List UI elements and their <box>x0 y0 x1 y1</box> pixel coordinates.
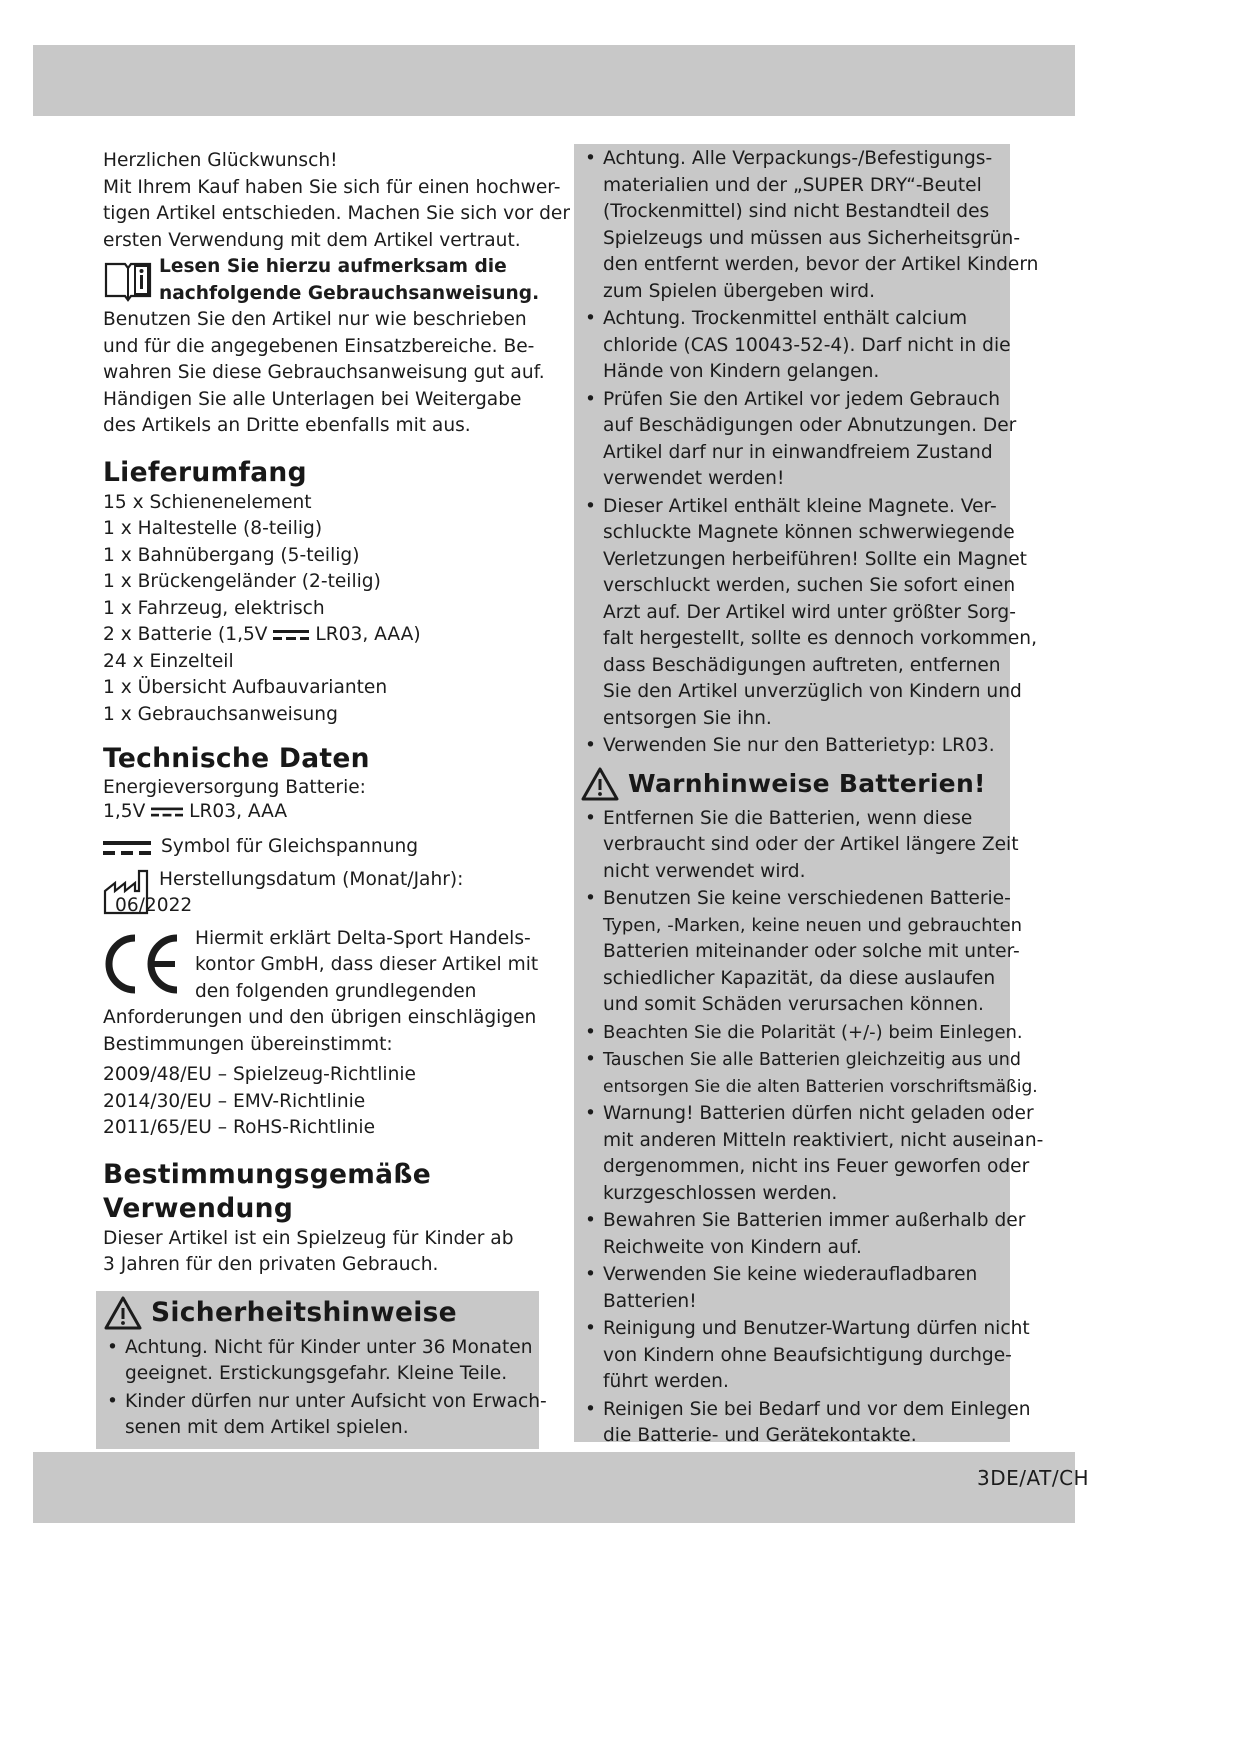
safety-item: • Dieser Artikel enthält kleine Magnete. Ver- schluckte Magnete können schwerwiegende Verletzungen herbeiführen! Sollte ein Magnet verschluckt werden, suchen Sie sofort einen Arzt auf. Der Artikel wird unter größter Sorg- falt hergestellt, sollte es dennoch vorkommen, dass Beschädigungen auftreten, entfernen Sie den Artikel unverzüglich von Kindern und entsorgen Sie ihn. <box>581 494 1010 733</box>
delivery-item: 1 x Übersicht Aufbauvarianten <box>103 677 388 698</box>
battery-prefix: 2 x Batterie (1,5V <box>103 624 268 645</box>
battery-item: • Bewahren Sie Batterien immer außerhalb der Reichweite von Kindern auf. <box>581 1208 1010 1261</box>
safety-item: • Achtung. Trockenmittel enthält calcium chloride (CAS 10043-52-4). Darf nicht in die Hände von Kindern gelangen. <box>581 306 1010 386</box>
battery-item: • Verwenden Sie keine wiederaufladbaren Batterien! <box>581 1262 1010 1315</box>
safety-item: • Prüfen Sie den Artikel vor jedem Gebrauch auf Beschädigungen oder Abnutzungen. Der Artikel darf nur in einwandfreiem Zustand verwendet werden! <box>581 387 1010 493</box>
intended-use-line: Dieser Artikel ist ein Spielzeug für Kinder ab <box>103 1227 514 1249</box>
dc-symbol-label: Symbol für Gleichspannung <box>161 836 419 857</box>
left-column <box>103 148 570 1449</box>
delivery-item: 1 x Gebrauchsanweisung <box>103 703 338 725</box>
ce-continued-line: Bestimmungen übereinstimmt: <box>103 1033 393 1055</box>
safety-notes-box <box>96 1291 547 1449</box>
supply-suffix: LR03, AAA <box>189 801 288 822</box>
warning-triangle-icon <box>103 1295 143 1331</box>
dc-voltage-symbol-icon <box>103 838 153 858</box>
intro-line: Mit Ihrem Kauf haben Sie sich für einen hochwer- <box>103 176 561 198</box>
section-title-sicherheit: Sicherheitshinweise <box>151 1296 457 1328</box>
directive: 2014/30/EU – EMV-Richtlinie <box>103 1090 366 1112</box>
battery-item: • Warnung! Batterien dürfen nicht geladen oder mit anderen Mitteln reaktiviert, nicht auseinan- dergenommen, nicht ins Feuer geworfen oder kurzgeschlossen werden. <box>581 1101 1010 1207</box>
ce-line: Hiermit erklärt Delta-Sport Handels- <box>195 927 531 949</box>
usage-line: des Artikels an Dritte ebenfalls mit aus. <box>103 415 471 436</box>
ce-line: den folgenden grundlegenden <box>195 980 477 1002</box>
manufacture-date-label: Herstellungsdatum (Monat/Jahr): <box>159 868 464 890</box>
dc-voltage-icon <box>273 629 309 641</box>
delivery-item: 1 x Fahrzeug, elektrisch <box>103 597 325 619</box>
section-title-battery-warnings: Warnhinweise Batterien! <box>628 768 986 798</box>
usage-line: Benutzen Sie den Artikel nur wie beschrieben <box>103 309 527 330</box>
battery-item: • Reinigung und Benutzer-Wartung dürfen nicht von Kindern ohne Beaufsichtigung durchge- führt werden. <box>581 1316 1010 1396</box>
delivery-item: 1 x Bahnübergang (5-teilig) <box>103 544 360 566</box>
ce-continued-line: Anforderungen und den übrigen einschlägigen <box>103 1007 537 1028</box>
ce-mark-icon <box>103 932 185 996</box>
battery-warning-list <box>574 806 1044 1450</box>
battery-item: • Reinigen Sie bei Bedarf und vor dem Einlegen die Batterie- und Gerätekontakte. <box>581 1397 1010 1450</box>
header-band <box>33 45 1075 116</box>
read-instructions-notice <box>103 254 553 307</box>
delivery-item: 15 x Schienenelement <box>103 491 312 513</box>
directive: 2009/48/EU – Spielzeug-Richtlinie <box>103 1064 416 1085</box>
battery-item: • Entfernen Sie die Batterien, wenn diese verbraucht sind oder der Artikel längere Zeit nicht verwendet wird. <box>581 806 1010 886</box>
battery-item: • Beachten Sie die Polarität (+/-) beim Einlegen. <box>581 1020 1010 1047</box>
safety-notes-heading <box>103 1295 539 1331</box>
battery-warning-heading <box>580 766 1010 802</box>
battery-item: • Tauschen Sie alle Batterien gleichzeitig aus und entsorgen Sie die alten Batterien vorschriftsmäßig. <box>581 1047 1010 1100</box>
intended-use-line: 3 Jahren für den privaten Gebrauch. <box>103 1254 439 1275</box>
battery-suffix: LR03, AAA) <box>315 624 421 645</box>
page-number-label: 3DE/AT/CH <box>977 1466 1090 1490</box>
safety-item: • Achtung. Nicht für Kinder unter 36 Monaten geeignet. Erstickungsgefahr. Kleine Teile. <box>103 1335 539 1388</box>
footer-band <box>33 1452 1090 1523</box>
right-safety-list <box>574 144 1039 760</box>
ce-line: kontor GmbH, dass dieser Artikel mit <box>195 954 539 975</box>
delivery-item: 1 x Haltestelle (8-teilig) <box>103 518 323 539</box>
intro-line: tigen Artikel entschieden. Machen Sie sich vor der <box>103 203 570 224</box>
section-title-lieferumfang: Lieferumfang <box>103 456 307 488</box>
intro-line: ersten Verwendung mit dem Artikel vertraut. <box>103 229 521 251</box>
energy-supply-value <box>103 800 553 824</box>
usage-line: wahren Sie diese Gebrauchsanweisung gut auf. <box>103 362 545 383</box>
section-title-bestimmung-line2: Verwendung <box>103 1192 294 1224</box>
delivery-item-battery <box>103 622 553 649</box>
section-title-technische-daten: Technische Daten <box>103 743 370 774</box>
delivery-item: 24 x Einzelteil <box>103 650 234 672</box>
read-notice-line: Lesen Sie hierzu aufmerksam die <box>159 256 507 277</box>
warning-triangle-icon <box>580 766 620 802</box>
usage-line: und für die angegebenen Einsatzbereiche. Be- <box>103 335 535 357</box>
dc-voltage-icon <box>151 806 183 818</box>
battery-item: • Benutzen Sie keine verschiedenen Batterie- Typen, -Marken, keine neuen und gebrauchten Batterien miteinander oder solche mit unter- schiedlicher Kapazität, da diese auslaufen und somit Schäden verursachen können. <box>581 886 1010 1019</box>
safety-item: • Verwenden Sie nur den Batterietyp: LR03. <box>581 733 1010 760</box>
ce-declaration-row <box>103 926 553 1006</box>
right-column <box>574 144 1044 1446</box>
dc-symbol-row <box>103 834 553 861</box>
read-notice-line: nachfolgende Gebrauchsanweisung. <box>159 282 540 304</box>
safety-item: • Kinder dürfen nur unter Aufsicht von Erwach- senen mit dem Artikel spielen. <box>103 1389 539 1442</box>
greeting: Herzlichen Glückwunsch! <box>103 150 338 171</box>
usage-line: Händigen Sie alle Unterlagen bei Weitergabe <box>103 388 522 410</box>
section-title-bestimmung: Bestimmungsgemäße <box>103 1158 431 1190</box>
delivery-item: 1 x Brückengeländer (2-teilig) <box>103 571 381 592</box>
manufacture-date-row <box>103 867 553 920</box>
energy-supply-label: Energieversorgung Batterie: <box>103 777 366 798</box>
open-book-info-icon <box>103 258 153 302</box>
manufacture-date-value: 06/2022 <box>115 895 193 916</box>
safety-item: • Achtung. Alle Verpackungs-/Befestigungs- materialien und der „SUPER DRY“-Beutel (Trockenmittel) sind nicht Bestandteil des Spielzeugs und müssen aus Sicherheitsgrün- den entfernt werden, bevor der Artikel Kindern zum Spielen übergeben wird. <box>581 146 1010 305</box>
supply-prefix: 1,5V <box>103 801 146 822</box>
directive: 2011/65/EU – RoHS-Richtlinie <box>103 1117 376 1138</box>
